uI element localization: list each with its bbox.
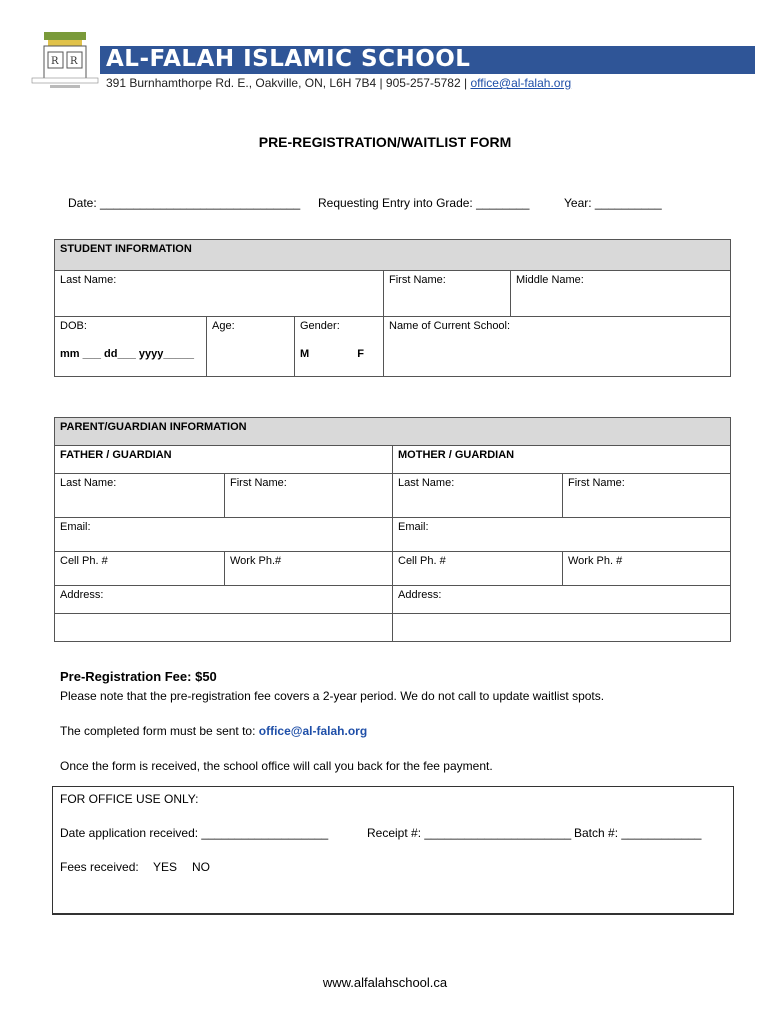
father-work-field[interactable] [225, 552, 393, 586]
student-last-name-field[interactable] [55, 271, 384, 317]
parent-info-table [54, 417, 731, 642]
gender-option-f[interactable]: F [357, 348, 365, 360]
mother-cell-field[interactable] [393, 552, 563, 586]
svg-text:R: R [70, 56, 78, 67]
office-use-box [52, 786, 734, 915]
age-field[interactable] [207, 317, 295, 377]
mother-work-field[interactable] [563, 552, 731, 586]
callback-note: Once the form is received, the school office will call you back for the fee payment. [60, 759, 493, 773]
father-last-name-field[interactable] [55, 474, 225, 518]
school-address [106, 76, 571, 90]
father-work-label: Work Ph.# [230, 555, 282, 567]
parent-info-heading: PARENT/GUARDIAN INFORMATION [55, 418, 731, 446]
father-email-field[interactable] [55, 518, 393, 552]
father-last-name-label: Last Name: [60, 477, 117, 489]
date-field[interactable]: Date: ______________________________ [68, 196, 301, 210]
father-address-line-2[interactable] [55, 614, 393, 642]
year-field[interactable]: Year: __________ [564, 196, 662, 210]
father-first-name-field[interactable] [225, 474, 393, 518]
mother-address-label: Address: [398, 589, 442, 601]
gender-field[interactable] [295, 317, 384, 377]
father-address-label: Address: [60, 589, 104, 601]
fees-received-no[interactable]: NO [192, 860, 210, 874]
mother-cell-label: Cell Ph. # [398, 555, 446, 567]
fees-received-label: Fees received: [60, 860, 139, 874]
send-to-line [60, 724, 367, 738]
mother-last-name-label: Last Name: [398, 477, 455, 489]
fee-note: Please note that the pre-registration fee covers a 2-year period. We do not call to update waitlist spots. [60, 689, 605, 703]
gender-option-m[interactable]: M [300, 348, 310, 360]
mother-email-label: Email: [398, 521, 429, 533]
mother-address-line-2[interactable] [393, 614, 731, 642]
dob-label: DOB: [60, 320, 87, 332]
mother-address-field[interactable] [393, 586, 731, 614]
form-title: PRE-REGISTRATION/WAITLIST FORM [258, 134, 512, 150]
send-to-text: The completed form must be sent to: [60, 724, 259, 738]
send-to-email-link[interactable]: office@al-falah.org [258, 724, 368, 738]
gender-label: Gender: [300, 320, 340, 332]
age-label: Age: [212, 320, 235, 332]
father-cell-label: Cell Ph. # [60, 555, 108, 567]
school-crest-logo [30, 30, 100, 92]
mother-first-name-label: First Name: [568, 477, 625, 489]
office-use-heading: FOR OFFICE USE ONLY: [60, 792, 199, 806]
current-school-label: Name of Current School: [389, 320, 511, 332]
father-address-field[interactable] [55, 586, 393, 614]
receipt-field[interactable]: Receipt #: ______________________ [367, 826, 572, 840]
student-middle-name-field[interactable] [511, 271, 731, 317]
date-received-field[interactable]: Date application received: ___________________ [60, 826, 329, 840]
dob-field[interactable] [55, 317, 207, 377]
father-first-name-label: First Name: [230, 477, 287, 489]
last-name-label: Last Name: [60, 274, 117, 286]
fee-heading: Pre-Registration Fee: $50 [60, 669, 217, 684]
mother-first-name-field[interactable] [563, 474, 731, 518]
office-email-link[interactable]: office@al-falah.org [470, 76, 572, 90]
school-name: AL-FALAH ISLAMIC SCHOOL [106, 46, 471, 72]
father-heading: FATHER / GUARDIAN [55, 446, 393, 474]
mother-heading: MOTHER / GUARDIAN [393, 446, 731, 474]
first-name-label: First Name: [389, 274, 446, 286]
father-cell-field[interactable] [55, 552, 225, 586]
address-text: 391 Burnhamthorpe Rd. E., Oakville, ON, L6H 7B4 | 905-257-5782 | [106, 76, 471, 90]
student-info-table [54, 239, 731, 377]
grade-field[interactable]: Requesting Entry into Grade: ________ [318, 196, 530, 210]
middle-name-label: Middle Name: [516, 274, 584, 286]
student-first-name-field[interactable] [384, 271, 511, 317]
father-email-label: Email: [60, 521, 91, 533]
svg-text:R: R [51, 56, 59, 67]
mother-last-name-field[interactable] [393, 474, 563, 518]
footer-website[interactable]: www.alfalahschool.ca [322, 975, 448, 990]
student-info-heading: STUDENT INFORMATION [55, 240, 731, 271]
dob-format: mm ___ dd___ yyyy_____ [60, 348, 194, 360]
fees-received-yes[interactable]: YES [153, 860, 178, 874]
current-school-field[interactable] [384, 317, 731, 377]
mother-email-field[interactable] [393, 518, 731, 552]
batch-field[interactable]: Batch #: ____________ [574, 826, 702, 840]
mother-work-label: Work Ph. # [568, 555, 623, 567]
